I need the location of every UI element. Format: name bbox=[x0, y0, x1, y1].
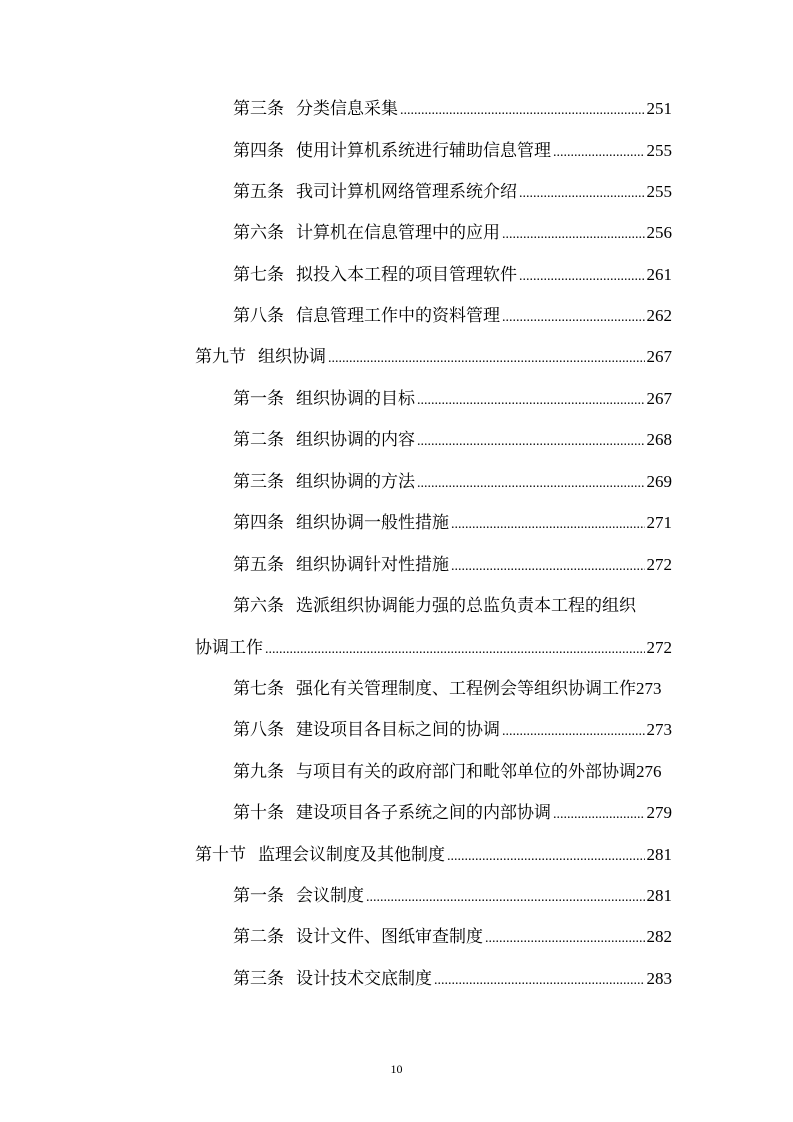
toc-leader-dots bbox=[451, 510, 645, 540]
toc-entry[interactable] bbox=[233, 922, 672, 952]
toc-entry[interactable] bbox=[233, 136, 672, 166]
toc-entry[interactable] bbox=[233, 674, 699, 704]
toc-entry[interactable] bbox=[233, 260, 672, 290]
toc-entry-wrapped-first-line[interactable] bbox=[233, 591, 636, 621]
toc-entry-label: 第四条 bbox=[233, 141, 284, 161]
toc-leader-dots bbox=[553, 138, 645, 168]
toc-entry-label: 第十条 bbox=[233, 803, 284, 823]
toc-leader-dots bbox=[328, 344, 645, 374]
toc-entry-label: 第八条 bbox=[233, 306, 284, 326]
toc-entry-title: 分类信息采集 bbox=[296, 99, 398, 119]
toc-entry-title: 拟投入本工程的项目管理软件 bbox=[296, 265, 517, 285]
toc-entry-title: 组织协调针对性措施 bbox=[296, 555, 449, 575]
toc-entry-label: 第三条 bbox=[233, 969, 284, 989]
toc-entry[interactable] bbox=[233, 177, 672, 207]
toc-entry-title: 监理会议制度及其他制度 bbox=[258, 845, 445, 865]
toc-entry-label: 第十节 bbox=[195, 845, 246, 865]
toc-entry-label: 第一条 bbox=[233, 886, 284, 906]
toc-entry-label: 第七条 bbox=[233, 679, 284, 699]
toc-entry-title: 组织协调 bbox=[258, 347, 326, 367]
toc-entry-title: 建设项目各目标之间的协调 bbox=[296, 720, 500, 740]
toc-entry-title: 组织协调的内容 bbox=[296, 430, 415, 450]
toc-entry-label: 第五条 bbox=[233, 182, 284, 202]
toc-entry[interactable] bbox=[233, 301, 672, 331]
toc-entry-page: 267 bbox=[646, 389, 672, 408]
toc-leader-dots bbox=[417, 427, 645, 457]
toc-leader-dots bbox=[451, 552, 645, 582]
toc-entry-label: 第九条 bbox=[233, 762, 284, 782]
toc-entry-page: 268 bbox=[646, 430, 672, 449]
toc-entry-title: 组织协调的目标 bbox=[296, 389, 415, 409]
toc-entry[interactable] bbox=[233, 798, 672, 828]
toc-leader-dots bbox=[366, 883, 645, 913]
toc-leader-dots bbox=[447, 842, 645, 872]
toc-entry-page: 273 bbox=[646, 720, 672, 739]
toc-leader-dots bbox=[265, 635, 645, 665]
toc-entry-label: 第三条 bbox=[233, 472, 284, 492]
toc-entry-page: 272 bbox=[646, 555, 672, 574]
toc-entry-page: 276 bbox=[636, 762, 662, 781]
toc-entry-label: 第二条 bbox=[233, 927, 284, 947]
toc-entry-title: 我司计算机网络管理系统介绍 bbox=[296, 182, 517, 202]
toc-entry[interactable] bbox=[233, 757, 699, 787]
toc-entry-page: 269 bbox=[646, 472, 672, 491]
toc-entry-title: 会议制度 bbox=[296, 886, 364, 906]
toc-entry-page: 267 bbox=[646, 347, 672, 366]
toc-leader-dots bbox=[485, 924, 645, 954]
toc-entry-title: 建设项目各子系统之间的内部协调 bbox=[296, 803, 551, 823]
toc-leader-dots bbox=[502, 220, 645, 250]
toc-entry-page: 282 bbox=[646, 927, 672, 946]
toc-leader-dots bbox=[434, 966, 645, 996]
toc-entry-page: 261 bbox=[646, 265, 672, 284]
toc-entry-page: 279 bbox=[646, 803, 672, 822]
toc-entry[interactable] bbox=[233, 715, 672, 745]
toc-entry[interactable] bbox=[233, 467, 672, 497]
toc-entry-page: 255 bbox=[646, 182, 672, 201]
toc-section-entry[interactable] bbox=[195, 840, 672, 870]
toc-entry[interactable] bbox=[233, 508, 672, 538]
toc-entry-title: 设计文件、图纸审查制度 bbox=[296, 927, 483, 947]
toc-leader-dots bbox=[417, 386, 645, 416]
toc-entry[interactable] bbox=[233, 384, 672, 414]
toc-entry[interactable] bbox=[233, 425, 672, 455]
toc-leader-dots bbox=[553, 800, 645, 830]
toc-entry-label: 第三条 bbox=[233, 99, 284, 119]
toc-entry[interactable] bbox=[233, 964, 672, 994]
toc-entry-label: 第一条 bbox=[233, 389, 284, 409]
toc-leader-dots bbox=[519, 262, 645, 292]
toc-leader-dots bbox=[417, 469, 645, 499]
toc-entry-label: 第六条 bbox=[233, 223, 284, 243]
toc-entry-page: 255 bbox=[646, 141, 672, 160]
toc-entry-page: 251 bbox=[646, 99, 672, 118]
toc-entry-title: 强化有关管理制度、工程例会等组织协调工作 bbox=[296, 679, 636, 699]
toc-entry-title: 选派组织协调能力强的总监负责本工程的组织 bbox=[296, 596, 636, 616]
toc-entry-page: 273 bbox=[636, 679, 662, 698]
toc-entry-label: 第六条 bbox=[233, 596, 284, 616]
toc-entry-title: 组织协调的方法 bbox=[296, 472, 415, 492]
toc-entry-label: 第九节 bbox=[195, 347, 246, 367]
toc-entry-label: 第四条 bbox=[233, 513, 284, 533]
toc-entry-title: 与项目有关的政府部门和毗邻单位的外部协调 bbox=[296, 762, 636, 782]
page-number: 10 bbox=[390, 1062, 403, 1076]
toc-entry-label: 第八条 bbox=[233, 720, 284, 740]
toc-entry-title: 使用计算机系统进行辅助信息管理 bbox=[296, 141, 551, 161]
toc-entry[interactable] bbox=[233, 218, 672, 248]
toc-entry-title: 信息管理工作中的资料管理 bbox=[296, 306, 500, 326]
toc-entry[interactable] bbox=[233, 881, 672, 911]
toc-entry-title: 计算机在信息管理中的应用 bbox=[296, 223, 500, 243]
toc-entry-page: 272 bbox=[646, 638, 672, 657]
toc-entry-label: 第二条 bbox=[233, 430, 284, 450]
toc-entry-title: 组织协调一般性措施 bbox=[296, 513, 449, 533]
toc-entry[interactable] bbox=[233, 550, 672, 580]
toc-entry-page: 283 bbox=[646, 969, 672, 988]
toc-entry[interactable] bbox=[233, 94, 672, 124]
toc-entry-page: 262 bbox=[646, 306, 672, 325]
toc-entry-title: 设计技术交底制度 bbox=[296, 969, 432, 989]
toc-leader-dots bbox=[400, 96, 645, 126]
toc-leader-dots bbox=[502, 717, 645, 747]
toc-entry-page: 256 bbox=[646, 223, 672, 242]
toc-entry-wrapped-second-line[interactable] bbox=[195, 633, 672, 663]
toc-entry-label: 第七条 bbox=[233, 265, 284, 285]
toc-entry-page: 271 bbox=[646, 513, 672, 532]
toc-entry-page: 281 bbox=[646, 886, 672, 905]
toc-leader-dots bbox=[519, 179, 645, 209]
toc-section-entry[interactable] bbox=[195, 342, 672, 372]
toc-entry-label: 第五条 bbox=[233, 555, 284, 575]
toc-entry-page: 281 bbox=[646, 845, 672, 864]
toc-entry-title-continued: 协调工作 bbox=[195, 638, 263, 658]
toc-leader-dots bbox=[502, 303, 645, 333]
